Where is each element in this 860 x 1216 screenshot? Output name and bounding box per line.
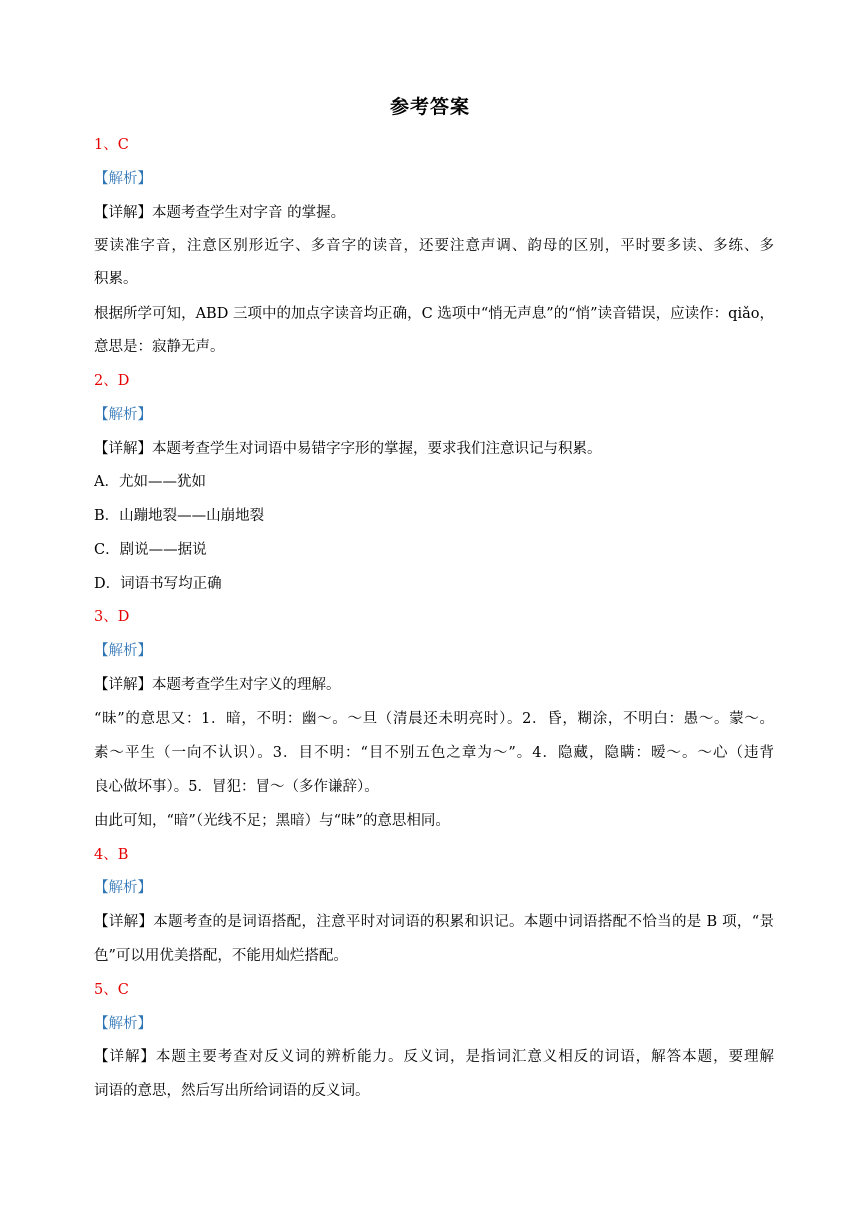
option-line: D．词语书写均正确 — [94, 576, 222, 592]
explanation-line: 由此可知，“暗”（光线不足；黑暗）与“昧”的意思相同。 — [94, 813, 450, 829]
analysis-label: 【解析】 — [94, 171, 152, 187]
explanation-line: 【详解】本题考查学生对词语中易错字字形的掌握，要求我们注意识记与积累。 — [94, 441, 602, 457]
question-number: 3、D — [94, 609, 130, 625]
explanation-line: 要读准字音，注意区别形近字、多音字的读音，还要注意声调、韵母的区别，平时要多读、多练、多 — [94, 238, 774, 254]
option-line: A．尤如——犹如 — [94, 474, 206, 490]
explanation-line: 意思是：寂静无声。 — [94, 339, 225, 355]
question-number: 5、C — [94, 982, 129, 998]
explanation-line: 积累。 — [94, 271, 138, 287]
option-line: B．山蹦地裂——山崩地裂 — [94, 508, 265, 524]
explanation-line: 色”可以用优美搭配，不能用灿烂搭配。 — [94, 948, 348, 964]
explanation-line: 良心做坏事）。5．冒犯：冒～（多作谦辞）。 — [94, 779, 379, 795]
explanation-line: “昧”的意思又：1．暗，不明：幽～。～旦（清晨还未明亮时）。2．昏，糊涂，不明白：愚～。蒙～。 — [94, 711, 774, 727]
analysis-label: 【解析】 — [94, 643, 152, 659]
explanation-line: 【详解】本题考查学生对字义的理解。 — [94, 677, 341, 693]
explanation-line: 词语的意思，然后写出所给词语的反义词。 — [94, 1083, 370, 1099]
analysis-label: 【解析】 — [94, 880, 152, 896]
explanation-line: 素～平生（一向不认识）。3．目不明：“目不别五色之章为～”。4．隐藏，隐瞒：暧～。～心（违背 — [94, 745, 774, 761]
question-number: 4、B — [94, 847, 129, 863]
option-line: C．剧说——据说 — [94, 542, 207, 558]
analysis-label: 【解析】 — [94, 407, 152, 423]
page-title: 参考答案 — [389, 96, 470, 118]
explanation-line: 【详解】本题考查学生对字音 的掌握。 — [94, 205, 346, 221]
explanation-line: 【详解】本题主要考查对反义词的辨析能力。反义词，是指词汇意义相反的词语，解答本题，要理解 — [94, 1049, 774, 1065]
explanation-line: 根据所学可知，ABD 三项中的加点字读音均正确，C 选项中“悄无声息”的“悄”读音错误，应读作：qiǎo， — [94, 306, 774, 322]
question-number: 1、C — [94, 137, 129, 153]
analysis-label: 【解析】 — [94, 1016, 152, 1032]
explanation-line: 【详解】本题考查的是词语搭配，注意平时对词语的积累和识记。本题中词语搭配不恰当的是 B 项，“景 — [94, 914, 774, 930]
question-number: 2、D — [94, 373, 130, 389]
